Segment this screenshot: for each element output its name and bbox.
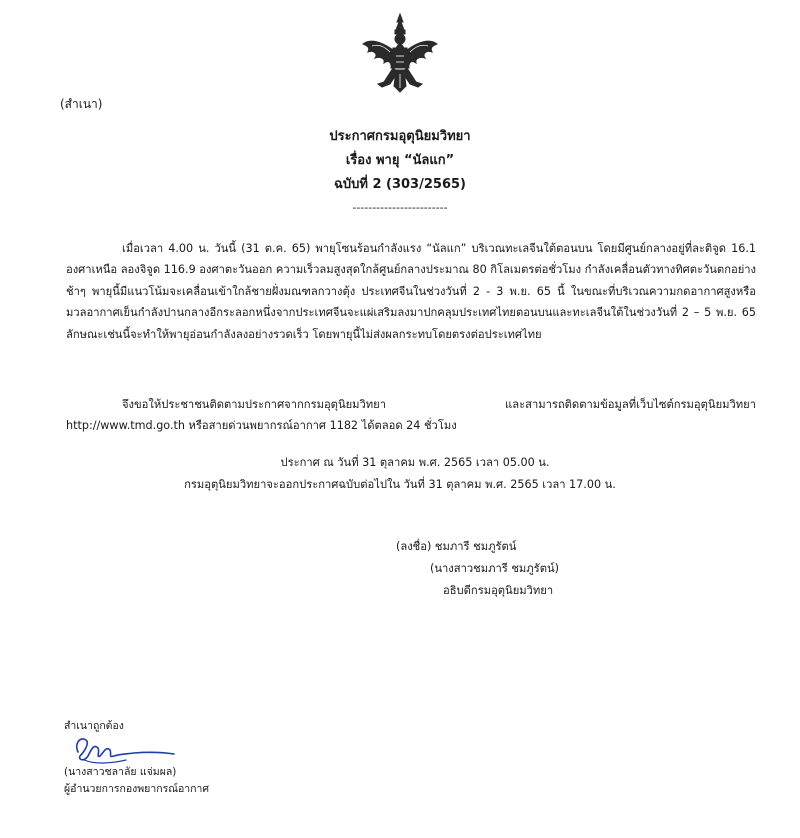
- garuda-emblem-icon: [360, 12, 440, 94]
- issue-number: ฉบับที่ 2 (303/2565): [334, 177, 466, 192]
- issued-date: ประกาศ ณ วันที่ 31 ตุลาคม พ.ศ. 2565 เวลา 05.00 น.: [280, 456, 550, 469]
- certification-label: สำเนาถูกต้อง: [64, 720, 124, 732]
- signer-position: อธิบดีกรมอุตุนิยมวิทยา: [443, 584, 554, 597]
- copy-mark: (สำเนา): [60, 97, 103, 111]
- certifier-position: ผู้อำนวยการกองพยากรณ์อากาศ: [64, 783, 210, 795]
- certifier-name: (นางสาวชลาลัย แจ่มผล): [64, 766, 177, 778]
- body-paragraph-2: จึงขอให้ประชาชนติดตามประกาศจากกรมอุตุนิยมวิทยา และสามารถติดตามข้อมูลที่เว็บไซต์กรมอุตุนิยมวิทยา http://www.tmd.go.th หรือสายด่วนพยากรณ์อากาศ 1182 ได้ตลอด 24 ชั่วโมง: [66, 398, 756, 433]
- title-block: [0, 125, 800, 219]
- next-issue-notice: กรมอุตุนิยมวิทยาจะออกประกาศฉบับต่อไปใน วันที่ 31 ตุลาคม พ.ศ. 2565 เวลา 17.00 น.: [184, 478, 616, 491]
- document-subject: เรื่อง พายุ “นัลแก”: [345, 153, 455, 168]
- document-title: ประกาศกรมอุตุนิยมวิทยา: [329, 129, 471, 144]
- signed-line: (ลงชื่อ) ชมภารี ชมภูรัตน์: [396, 540, 517, 553]
- signer-full-name: (นางสาวชมภารี ชมภูรัตน์): [430, 562, 559, 575]
- divider-rule: ------------------------: [352, 201, 448, 214]
- body-paragraph-1: เมื่อเวลา 4.00 น. วันนี้ (31 ต.ค. 65) พายุโซนร้อนกำลังแรง “นัลแก” บริเวณทะเลจีนใต้ตอนบน โดยมีศูนย์กลางอยู่ที่ละติจูด 16.1 องศาเหนือ ลองจิจูด 116.9 องศาตะวันออก ความเร็วลมสูงสุดใกล้ศูนย์กลางประมาณ 80 กิโลเมตรต่อชั่วโมง กำลังเคลื่อนตัวทางทิศตะวันตกอย่างช้าๆ พายุนี้มีแนวโน้มจะเคลื่อนเข้าใกล้ชายฝั่งมณฑลกวางตุ้ง ประเทศจีนในช่วงวันที่ 2 - 3 พ.ย. 65 นี้ ในขณะที่บริเวณความกดอากาศสูงหรือมวลอากาศเย็นกำลังปานกลางอีกระลอกหนึ่งจากประเทศจีนจะแผ่เสริมลงมาปกคลุมประเทศไทยตอนบนและทะเลจีนใต้ในช่วงวันที่ 2 – 5 พ.ย. 65 ลักษณะเช่นนี้จะทำให้พายุอ่อนกำลังลงอย่างรวดเร็ว โดยพายุนี้ไม่ส่งผลกระทบโดยตรงต่อประเทศไทย: [66, 242, 756, 341]
